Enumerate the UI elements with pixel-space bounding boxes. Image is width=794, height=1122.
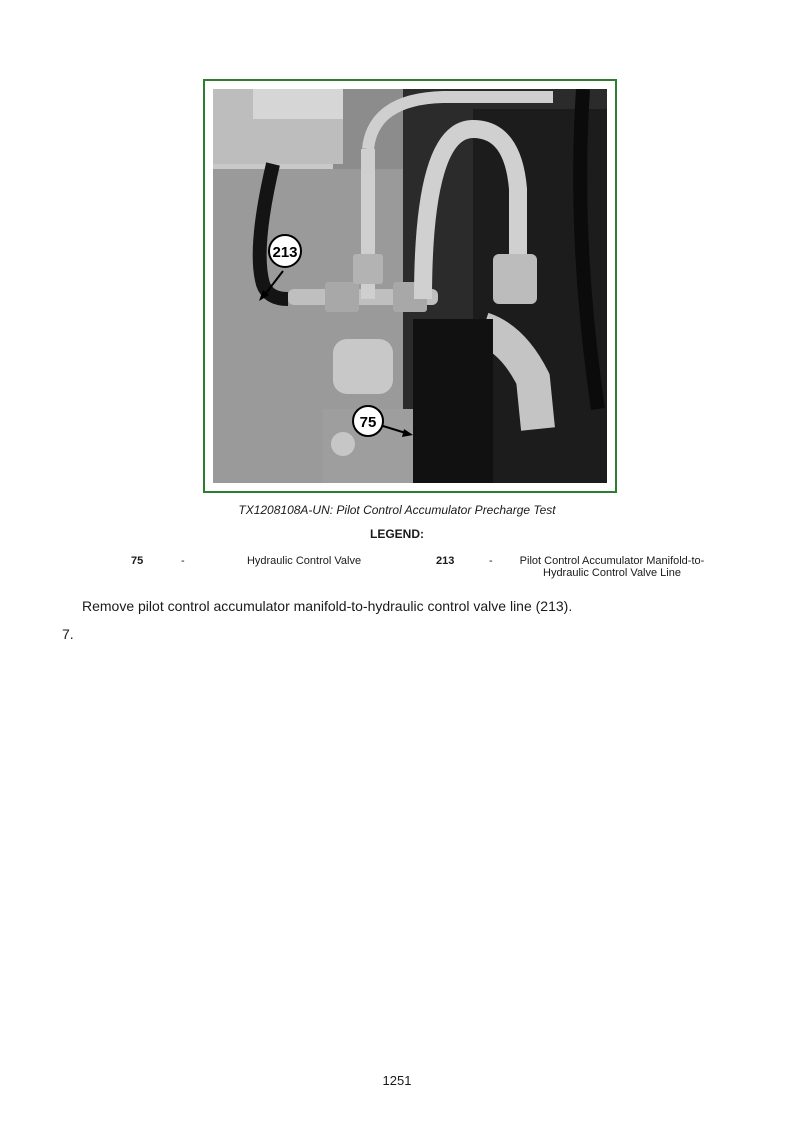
- hydraulic-valve-photo: [213, 89, 607, 483]
- legend-item-75-dash: -: [181, 555, 185, 567]
- figure-frame: [203, 79, 617, 493]
- step-number: 7.: [62, 626, 74, 642]
- photo-illustration: [213, 89, 607, 483]
- figure-caption: TX1208108A-UN: Pilot Control Accumulator Precharge Test: [238, 503, 556, 517]
- legend-item-75-description: Hydraulic Control Valve: [246, 555, 362, 567]
- callout-213-label: 213: [272, 244, 298, 261]
- legend-item-213-dash: -: [489, 555, 493, 567]
- legend-item-213-description-line1: Pilot Control Accumulator Manifold-to-: [519, 555, 705, 567]
- callout-75-label: 75: [359, 414, 377, 431]
- legend-item-213-description-line2: Hydraulic Control Valve Line: [543, 567, 681, 579]
- legend-item-213-number: 213: [436, 555, 455, 567]
- page-number: 1251: [382, 1073, 412, 1088]
- legend-title: LEGEND:: [370, 527, 424, 541]
- instruction-text: Remove pilot control accumulator manifold-to-hydraulic control valve line (213).: [82, 598, 573, 614]
- legend-item-213-description: [505, 555, 719, 579]
- legend-item-75-number: 75: [131, 555, 144, 567]
